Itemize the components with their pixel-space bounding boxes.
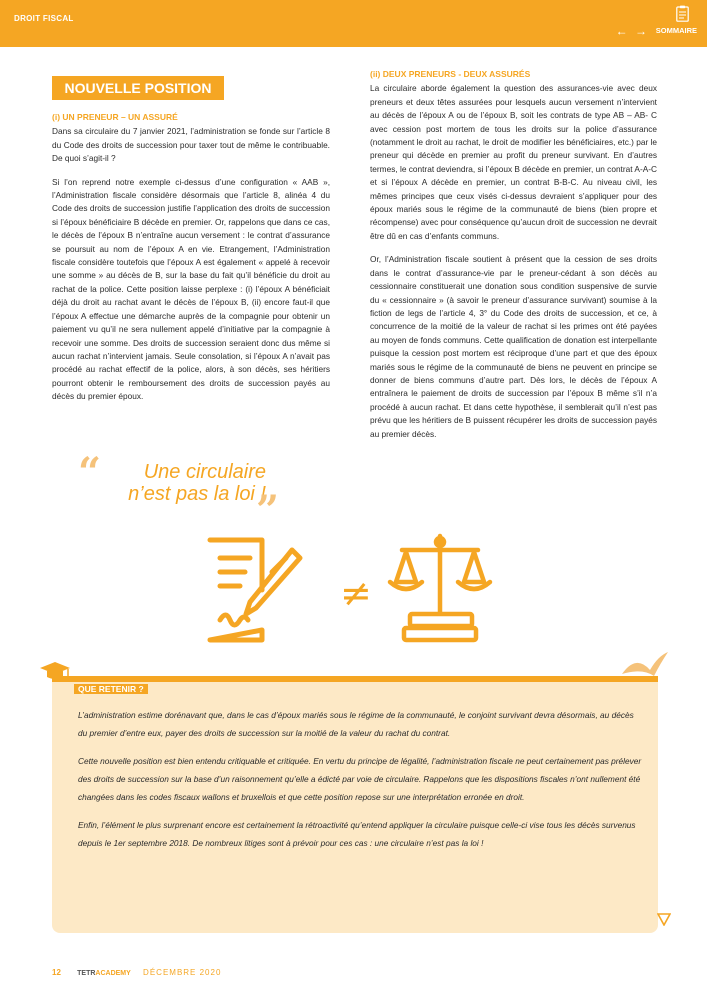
clipboard-icon[interactable] — [676, 5, 689, 22]
logo-part-a: TETR — [77, 970, 96, 977]
illustration — [200, 530, 510, 650]
left-column — [52, 111, 330, 414]
corner-mark-icon — [657, 912, 671, 926]
issue-date: DÉCEMBRE 2020 — [143, 968, 222, 977]
pull-quote — [78, 449, 298, 534]
not-equal-symbol: ≠ — [340, 571, 372, 615]
right-column — [370, 68, 657, 451]
scales-of-justice-icon — [390, 536, 490, 640]
paragraph: L’administration estime dorénavant que, dans le cas d’époux mariés sous le régime de la communauté, le conjoint survivant devra désormais, au décès du premier d’entre eux, payer des droits de succession sur la moitié de la valeur du rachat du contrat. — [78, 710, 634, 738]
nav-arrows-icon[interactable]: ← → — [615, 24, 649, 38]
paragraph: Dans sa circulaire du 7 janvier 2021, l’administration se fonde sur l’article 8 du Code des droits de succession pour taxer tout de même le contribuable. De quoi s’agit-il ? — [52, 126, 330, 164]
document-signature-icon — [210, 540, 300, 640]
footer — [52, 968, 221, 977]
logo-part-b: ACADEMY — [95, 970, 131, 977]
paragraph: Cette nouvelle position est bien entendu critiquable et critiquée. En vertu du principe de légalité, l’administration fiscale ne peut certainement pas prélever des droits de succession sur la base d’un raisonnement qu’elle a édicté par voie de circulaire. Rappelons que les dispositions fiscales n’ont nullement été changées dans les codes fiscaux wallons et bruxellois et que cette position repose sur une interprétation erronée en droit. — [78, 756, 642, 802]
takeaways-body — [78, 706, 643, 862]
close-quote-icon: ” — [256, 487, 280, 534]
top-bar — [0, 0, 707, 47]
page-number: 12 — [52, 968, 61, 977]
open-quote-icon: “ — [78, 449, 102, 496]
paragraph: La circulaire aborde également la question des assurances-vie avec deux preneurs et deux têtes assurées pour lesquels aucun versement n’intervient au décès de l’époux A ou de l’époux B, soit les contrats de type AB – AB- C avec cession post mortem de tous les droits sur la police d’assurance (notamment le droit au rachat, le droit de modifier les bénéficiaires, etc.) par le preneur qui décède en premier au profit du preneur survivant. En d’autres termes, le contrat deviendra, si l’époux B décède en premier, un contrat A-A-C et si l’époux A décède en premier, un contrat B-B-C. Au niveau civil, les mêmes principes que ceux visés ci-dessus devraient s’appliquer pour des époux mariés sous le régime de la communauté de biens (bien propre et récompense) avec pour conséquence qu’aucun droit de succession ne devrait être dû en cas d’enfants communs. — [370, 83, 657, 241]
headline: NOUVELLE POSITION — [52, 76, 224, 100]
paragraph: Si l’on reprend notre exemple ci-dessus d’une configuration « AAB », l’Administration fiscale considère désormais que l’article 8, alinéa 4 du Code des droits de succession justifie l’application des droits de succession si l’époux bénéficiaire B décède en premier. Or, rappelons que dans ce cas, le décès de l’époux B n’entraîne aucun versement : le contrat d’assurance se poursuit au nom de l’époux A en vie. Etrangement, l’Administration fiscale considère toutefois que l’époux A est également « appelé à recevoir une somme » au décès de B, sur la base du fait qu’il bénéficie du droit au rachat de la police. Cette position laisse perplexe : (i) l’époux A bénéficiait déjà du droit au rachat avant le décès de l’époux B, (ii) encore faut-il que l’époux A effectue une démarche auprès de la compagnie pour obtenir un paiement vu qu’il ne sera nullement appelé d’initiative par la compagnie à recevoir une somme. Des droits de succession seraient donc dus même si aucun rachat n’intervient jamais. Seule consolation, si l’époux A n’avait pas procédé au rachat effectif de la police, alors, à son décès, ses héritiers pourront obtenir le remboursement des droits de succession payés au décès du premier époux. — [52, 176, 330, 402]
takeaways-title: QUE RETENIR ? — [74, 684, 148, 694]
paragraph: Or, l’Administration fiscale soutient à présent que la cession de ses droits dans le contrat d’assurance-vie par le preneur-cédant à son décès au cessionnaire constituerait une donation sous condition suspensive de survie du « cessionnaire » (à savoir le preneur d’assurance survivant) soumise à la fiction de legs de l’article 4, 3° du Code des droits de succession, et ce, à concurrence de la moitié de la valeur de rachat si les primes ont été payées au moyen de fonds communs. Cette qualification de donation est interpellante puisque la cession post mortem est réciproque d’une part et que des époux mariés sous le régime de la communauté de biens ne peuvent en principe se donner de biens communs d’autre part. Dès lors, le décès de l’époux A entraînera le paiement de droits de succession par l’époux B même s’il n’a procédé à aucun rachat. Et dans cette hypothèse, il semblerait qu’il n’est pas prévu que les héritiers de B puissent récupérer les droits de succession payés au premier décès. — [370, 254, 657, 439]
quote-text: Une circulaire n’est pas la loi ! — [128, 461, 266, 505]
sommaire-link[interactable]: SOMMAIRE — [655, 26, 697, 35]
title-band — [52, 676, 658, 682]
brand-logo — [77, 970, 131, 977]
section-label: DROIT FISCAL — [14, 14, 74, 23]
key-takeaways-box — [52, 676, 658, 933]
paragraph: Enfin, l’élément le plus surprenant encore est certainement la rétroactivité qu’entend appliquer la circulaire puisque celle-ci vise tous les décès survenus depuis le 1er septembre 2018. De nombreux litiges sont à prévoir pour ces cas : une circulaire n’est pas la loi ! — [78, 820, 636, 848]
right-subhead: (ii) DEUX PRENEURS - DEUX ASSURÉS — [370, 69, 531, 79]
left-subhead: (i) UN PRENEUR – UN ASSURÉ — [52, 112, 178, 122]
